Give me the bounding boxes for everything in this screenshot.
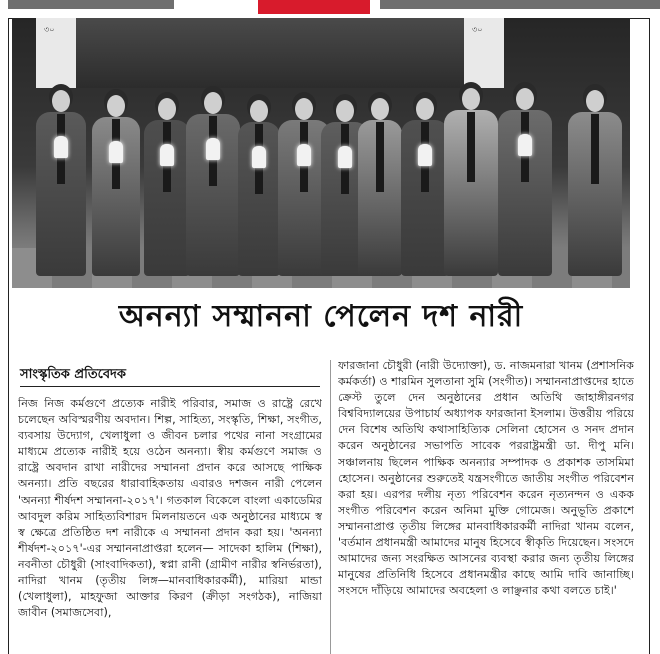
masthead-rule-left — [8, 0, 174, 9]
article-text-right: ফারজানা চৌধুরী (নারী উদ্যোক্তা), ড. নাজমনারা খানম (প্রশাসনিক কর্মকর্তা) ও শারমিন সুলতানা সুমি (সংগীত)। সম্মাননাপ্রাপ্তদের হাতে ক্রেস্ট তুলে দেন অনুষ্ঠানের প্রধান অতিথি জাহাঙ্গীরনগর বিশ্ববিদ্যালয়ের উপাচার্য অধ্যাপক ফারজানা ইসলাম। উত্তরীয় পরিয়ে দেন বিশেষ অতিথি কথাসাহিত্যিক সেলিনা হোসেন ও সনদ প্রদান করেন অনুষ্ঠানের সভাপতি সাবেক পররাষ্ট্রমন্ত্রী ডা. দীপু মনি। সঞ্চালনায় ছিলেন পাক্ষিক অনন্যার সম্পাদক ও প্রকাশক তাসমিমা হোসেন। অনুষ্ঠানের শুরুতেই যন্ত্রসংগীতে জাতীয় সংগীত পরিবেশন করা হয়। এরপর দলীয় নৃত্য পরিবেশন করেন নৃত্যনন্দন ও একক সংগীত পরিবেশন করেন অনিমা মুক্তি গোমেজ। অনুভূতি প্রকাশে সম্মাননাপ্রাপ্ত তৃতীয় লিঙ্গের মানবাধিকারকর্মী নাদিরা খানম বলেন, 'বর্তমান প্রধানমন্ত্রী আমাদের মানুষ হিসেবে স্বীকৃতি দিয়েছেন। সংসদে আমাদের জন্য সংরক্ষিত আসনের ব্যবস্থা করার জন্য তৃতীয় লিঙ্গের মানুষের প্রতিনিধি হিসেবে প্রধানমন্ত্রীর কাছে আমি দাবি জানাচ্ছি। সংসদে দাঁড়িয়ে আমাদের অবহেলা ও লাঞ্ছনার কথা বলতে চাই।' — [338, 359, 634, 598]
crest-trophy-icon — [418, 144, 432, 166]
crest-trophy-icon — [297, 144, 311, 166]
honoree-figure — [440, 86, 502, 280]
honoree-face — [586, 90, 604, 112]
honoree-figure — [564, 88, 626, 280]
article-column-right — [338, 358, 634, 654]
section-tab-marker — [258, 0, 370, 14]
honoree-figure — [88, 93, 144, 280]
honoree-figure — [32, 88, 90, 280]
honoree-face — [158, 98, 176, 120]
honoree-face — [416, 98, 434, 120]
honoree-face — [371, 98, 389, 120]
article-column-left — [18, 396, 322, 654]
crest-trophy-icon — [206, 138, 220, 160]
honoree-sash — [376, 122, 384, 192]
honoree-face — [107, 95, 125, 117]
masthead-rule-right — [380, 0, 660, 9]
article-text-left: নিজ নিজ কর্মগুণে প্রত্যেক নারীই পরিবার, সমাজ ও রাষ্ট্রে রেখে চলেছেন অবিস্মরণীয় অবদান। শিল্প, সাহিত্য, সংস্কৃতি, শিক্ষা, সংগীত, ব্যবসায় উদ্যোগ, খেলাধুলা ও জীবন চলার পথের নানা সংগ্রামের মাধ্যমে প্রত্যেক নারীই হয়ে ওঠেন অনন্যা। স্বীয় কর্মগুণে সমাজ ও রাষ্ট্রে অবদান রাখা নারীদের সম্মাননা প্রদান করে আসছে পাক্ষিক অনন্যা। প্রতি বছরের ধারাবাহিকতায় এবারও দশজন নারী পেলেন 'অনন্যা শীর্ষদশ সম্মাননা-২০১৭'। গতকাল বিকেলে বাংলা একাডেমির আবদুল করিম সাহিত্যবিশারদ মিলনায়তনে এক অনুষ্ঠানের মাধ্যমে স্ব স্ব ক্ষেত্রে প্রতিষ্ঠিত দশ নারীকে এ সম্মাননা প্রদান করা হয়। 'অনন্যা শীর্ষদশ-২০১৭'-এর সম্মাননাপ্রাপ্তরা হলেন— সাদেকা হালিম (শিক্ষা), নবনীতা চৌধুরী (সাংবাদিকতা), স্বপ্না রানী (গ্রামীণ নারীর স্বনির্ভরতা), নাদিরা খানম (তৃতীয় লিঙ্গ—মানবাধিকারকর্মী), মারিয়া মান্ডা (খেলাধুলা), মাহফুজা আক্তার কিরণ (ক্রীড়া সংগঠক), নাজিয়া জাবীন (সমাজসেবা), — [18, 397, 322, 620]
stage-banner-right-text: ৩০ — [472, 25, 483, 34]
award-ceremony-photo — [12, 18, 630, 288]
honoree-face — [295, 98, 313, 120]
stage-banner-left — [36, 18, 76, 88]
honoree-sash — [467, 112, 475, 182]
crest-trophy-icon — [338, 146, 352, 168]
honoree-face — [52, 90, 70, 112]
article-byline: সাংস্কৃতিক প্রতিবেদক — [20, 367, 126, 382]
honoree-face — [204, 92, 222, 114]
crest-trophy-icon — [54, 136, 68, 158]
column-divider — [330, 360, 331, 654]
byline-rule — [20, 386, 320, 387]
article-headline: অনন্যা সম্মাননা পেলেন দশ নারী — [118, 299, 524, 334]
stage-banner-right — [464, 18, 504, 88]
honoree-sash — [591, 114, 599, 184]
crest-trophy-icon — [518, 134, 532, 156]
honoree-face — [336, 100, 354, 122]
crest-trophy-icon — [109, 141, 123, 163]
honoree-face — [462, 88, 480, 110]
honoree-figure — [494, 86, 556, 280]
crest-trophy-icon — [252, 146, 266, 168]
stage-banner-left-text: ৩০ — [44, 25, 55, 34]
crest-trophy-icon — [160, 144, 174, 166]
stage-backdrop — [52, 18, 490, 88]
honoree-face — [516, 88, 534, 110]
honoree-face — [250, 100, 268, 122]
